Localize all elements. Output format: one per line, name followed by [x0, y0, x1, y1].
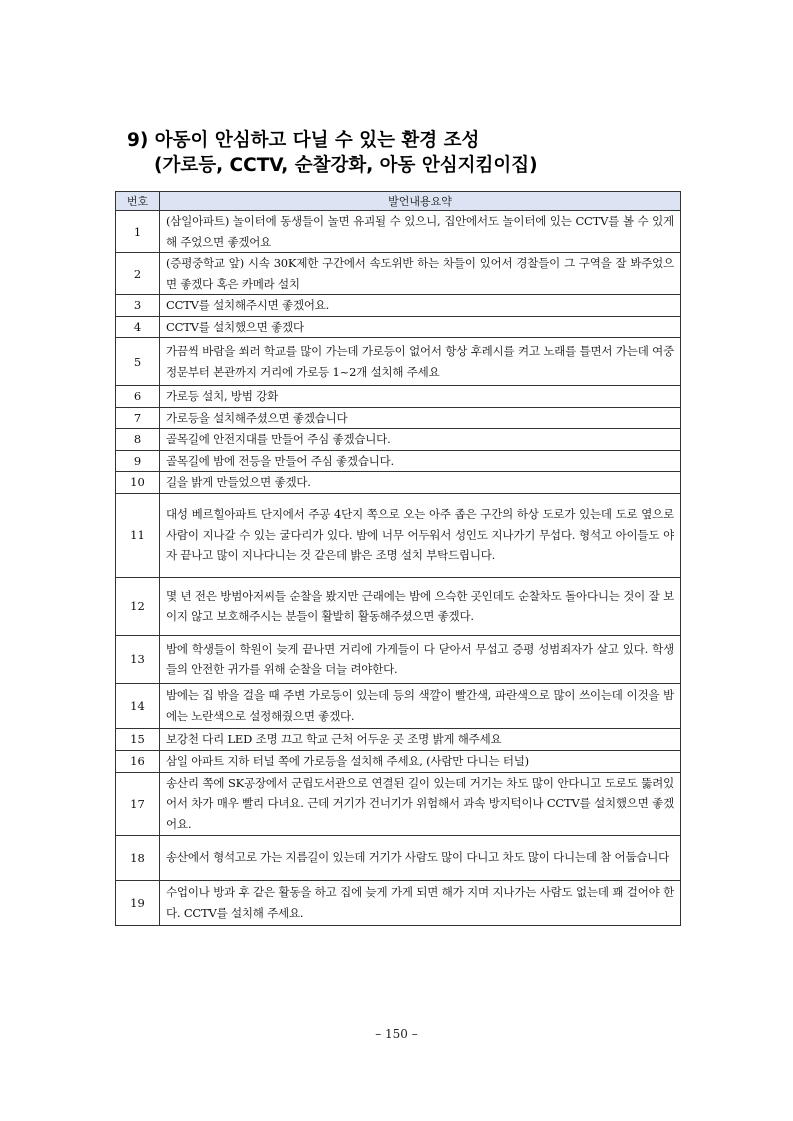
table-header-row: [116, 192, 681, 211]
table-row: [116, 728, 681, 750]
page-number: – 150 –: [375, 1027, 418, 1041]
row-number: 17: [116, 772, 160, 835]
section-heading: [127, 128, 747, 178]
table-row: [116, 683, 681, 728]
table-row: [116, 338, 681, 386]
row-number: 1: [116, 211, 160, 253]
header-content: 발언내용요약: [160, 192, 681, 211]
row-number: 14: [116, 683, 160, 728]
row-number: 11: [116, 493, 160, 577]
row-text: 송산에서 형석고로 가는 지름길이 있는데 거기가 사람도 많이 다니고 차도 많이 다니는데 참 어둡습니다: [160, 835, 681, 880]
row-number: 10: [116, 472, 160, 494]
row-text: 대성 베르힐아파트 단지에서 주공 4단지 쪽으로 오는 아주 좁은 구간의 하상 도로가 있는데 도로 옆으로 사람이 지나갈 수 있는 굴다리가 있다. 밤에 너무 어두워서 성인도 지나가기 무섭다. 형석고 아이들도 야자 끝나고 많이 지나다니는 것 같은데 밝은 조명 설치 부탁드립니다.: [160, 493, 681, 577]
row-number: 19: [116, 880, 160, 925]
table-row: [116, 493, 681, 577]
table-row: [116, 429, 681, 451]
row-number: 6: [116, 386, 160, 408]
row-number: 3: [116, 295, 160, 317]
row-text: 밤에는 집 밖을 걸을 때 주변 가로등이 있는데 등의 색깔이 빨간색, 파란색으로 많이 쓰이는데 이것을 밤에는 노란색으로 설정해줬으면 좋겠다.: [160, 683, 681, 728]
row-text: 송산리 쪽에 SK공장에서 군립도서관으로 연결된 길이 있는데 거기는 차도 많이 안다니고 도로도 뚫려있어서 차가 매우 빨리 다녀요. 근데 거기가 건너기가 위험해서 과속 방지턱이나 CCTV를 설치했으면 좋겠어요.: [160, 772, 681, 835]
table-row: [116, 253, 681, 295]
row-text: 보강천 다리 LED 조명 끄고 학교 근처 어두운 곳 조명 밝게 해주세요: [160, 728, 681, 750]
row-number: 18: [116, 835, 160, 880]
heading-line-2: (가로등, CCTV, 순찰강화, 아동 안심지킴이집): [154, 155, 538, 176]
row-number: 7: [116, 407, 160, 429]
row-number: 12: [116, 577, 160, 635]
row-text: 가끔씩 바람을 쐬러 학교를 많이 가는데 가로등이 없어서 항상 후레시를 켜고 노래를 틀면서 가는데 여중 정문부터 본관까지 거리에 가로등 1~2개 설치해 주세요: [160, 338, 681, 386]
row-text: 밤에 학생들이 학원이 늦게 끝나면 거리에 가게들이 다 닫아서 무섭고 증평 성범죄자가 살고 있다. 학생들의 안전한 귀가를 위해 순찰을 더늘 려야한다.: [160, 635, 681, 683]
heading-line-1: 9) 아동이 안심하고 다닐 수 있는 환경 조성: [127, 130, 480, 151]
table-row: [116, 750, 681, 772]
row-number: 16: [116, 750, 160, 772]
row-number: 15: [116, 728, 160, 750]
row-number: 9: [116, 450, 160, 472]
row-text: 몇 년 전은 방범아저씨들 순찰을 봤지만 근래에는 밤에 으슥한 곳인데도 순찰차도 돌아다니는 것이 잘 보이지 않고 보호해주시는 분들이 활발히 활동해주셨으면 좋겠다.: [160, 577, 681, 635]
row-number: 13: [116, 635, 160, 683]
table-row: [116, 772, 681, 835]
table-row: [116, 316, 681, 338]
row-text: 삼일 아파트 지하 터널 쪽에 가로등을 설치해 주세요, (사람만 다니는 터널): [160, 750, 681, 772]
table-row: [116, 407, 681, 429]
table-row: [116, 386, 681, 408]
table-row: [116, 577, 681, 635]
table-row: [116, 450, 681, 472]
row-text: CCTV를 설치해주시면 좋겠어요.: [160, 295, 681, 317]
table-row: [116, 295, 681, 317]
row-number: 2: [116, 253, 160, 295]
row-text: 길을 밝게 만들었으면 좋겠다.: [160, 472, 681, 494]
row-text: (삼일아파트) 놀이터에 동생들이 놀면 유괴될 수 있으니, 집안에서도 놀이터에 있는 CCTV를 볼 수 있게 해 주었으면 좋겠어요: [160, 211, 681, 253]
row-number: 4: [116, 316, 160, 338]
row-text: 가로등 설치, 방범 강화: [160, 386, 681, 408]
row-number: 5: [116, 338, 160, 386]
row-text: 가로등을 설치해주셨으면 좋겠습니다: [160, 407, 681, 429]
row-text: CCTV를 설치했으면 좋겠다: [160, 316, 681, 338]
row-text: 골목길에 안전지대를 만들어 주심 좋겠습니다.: [160, 429, 681, 451]
table-row: [116, 211, 681, 253]
row-text: 골목길에 밤에 전등을 만들어 주심 좋겠습니다.: [160, 450, 681, 472]
opinion-table: [115, 191, 681, 926]
table-row: [116, 835, 681, 880]
header-number: 번호: [116, 192, 160, 211]
table-row: [116, 635, 681, 683]
table-row: [116, 880, 681, 925]
row-text: (증평중학교 앞) 시속 30K제한 구간에서 속도위반 하는 차들이 있어서 경찰들이 그 구역을 잘 봐주었으면 좋겠다 혹은 카메라 설치: [160, 253, 681, 295]
row-text: 수업이나 방과 후 같은 활동을 하고 집에 늦게 가게 되면 해가 지며 지나가는 사람도 없는데 꽤 걸어야 한다. CCTV를 설치해 주세요.: [160, 880, 681, 925]
row-number: 8: [116, 429, 160, 451]
table-row: [116, 472, 681, 494]
